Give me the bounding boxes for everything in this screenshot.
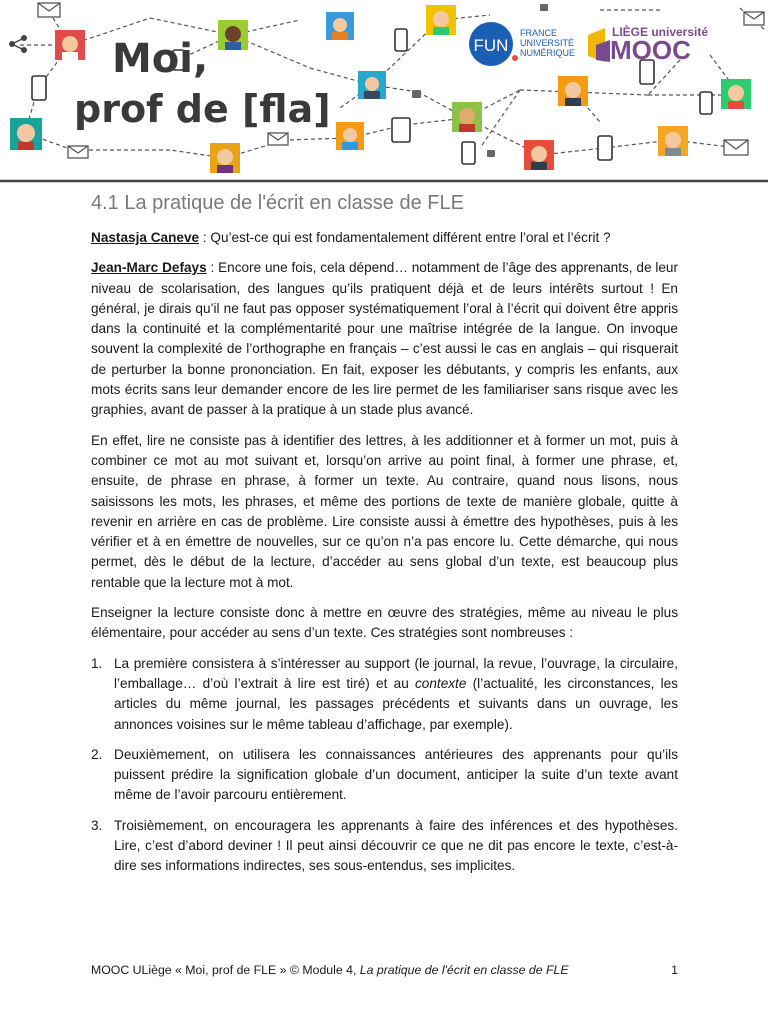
dialogue-question (91, 228, 678, 248)
list-text: Deuxièmement, on utilisera les connaissances antérieures des apprenants pour qu’ils puissent prédire la signification globale d’un document, anticiper la suite d’un texte avant même de l’avoir parcouru entièrement. (114, 746, 678, 803)
speaker-name: Nastasja Caneve (91, 230, 200, 245)
list-number: 2. (91, 746, 103, 762)
liege-line1: LIÈGE université (612, 25, 709, 39)
list-emphasis: contexte (415, 675, 467, 691)
dialogue-answer (91, 258, 678, 420)
footer-text: MOOC ULiège « Moi, prof de FLE » © Module 4, (91, 963, 360, 977)
liege-line2: MOOC (610, 35, 691, 65)
network-illustration (0, 0, 768, 183)
page-footer (91, 963, 678, 977)
strategy-list (91, 654, 678, 877)
list-number: 3. (91, 817, 103, 833)
section-title: 4.1 La pratique de l'écrit en classe de FLE (91, 192, 464, 214)
document-body (91, 190, 678, 887)
course-logo-line2: prof de [fla] (74, 87, 331, 131)
course-logo (74, 36, 331, 131)
dialogue-text: : Qu’est-ce qui est fondamentalement différent entre l’oral et l’écrit ? (199, 230, 611, 245)
list-number: 1. (91, 655, 103, 671)
list-text: La première consistera à s’intéresser au support (le journal, la revue, l’ouvrage, la circulaire, l’emballage… d’où l’extrait à lire est tiré) et au (114, 655, 678, 691)
footer-module-title: La pratique de l'écrit en classe de FLE (359, 963, 569, 977)
list-item (91, 816, 678, 877)
liege-mooc-logo (588, 24, 708, 65)
fun-badge-text: FUN (473, 36, 509, 55)
list-item (91, 654, 678, 735)
fun-name: FRANCE UNIVERSITÉ NUMÉRIQUE (520, 28, 576, 58)
course-logo-line1: Moi, (112, 36, 209, 82)
list-text-end: (l’actualité, les circonstances, les articles du même journal, les passages précédents et suivants dans un ouvrage, les annonces voisines sur le même tableau d’affichage, par exemple). (114, 675, 678, 732)
dialogue-text: : Encore une fois, cela dépend… notamment de l’âge des apprenants, de leur niveau de scolarisation, des langues qu’ils pratiquent déjà et de leurs intérêts surtout ! En général, je dirais qu’il ne faut pas opposer systématiquement l’oral à l’écrit qui doivent être appris dans la continuité et la complémentarité pour une maîtrise intégrée de la langue. On invoque souvent la complexité de l’orthographe en français – c’est aussi le cas en anglais – qui risquerait de perturber la bonne prononciation. En fait, exposer les débutants, y compris les enfants, aux mots écrits sans leur demander encore de les lire permet de les familiariser sans risque avec les graphies, avant de passer à la pratique à un stade plus avancé. (91, 260, 679, 418)
list-text: Troisièmement, on encouragera les apprenants à faire des inférences et des hypothèses. Lire, c’est d’abord deviner ! Il peut ainsi découvrir ce que ne dit pas encore le texte, c’est-à-dire ses informations indirectes, ses sous-entendus, ses implicites. (114, 817, 678, 874)
paragraph: Enseigner la lecture consiste donc à mettre en œuvre des stratégies, même au niveau le plus élémentaire, pour accéder au sens d’un texte. Ces stratégies sont nombreuses : (91, 605, 678, 641)
list-item (91, 745, 678, 806)
page-number: 1 (671, 963, 678, 977)
header-banner (0, 0, 768, 183)
speaker-name: Jean-Marc Defays (91, 260, 207, 276)
fun-logo (469, 22, 580, 68)
paragraph: En effet, lire ne consiste pas à identifier des lettres, à les additionner et à former un mot, puis à combiner ce mot au mot suivant et, lorsqu’on arrive au point final, à former une phrase, et, ensuite, de phrase en phrase, à former un texte. Au contraire, quand nous lisons, nous saisissons les mots, les phrases, et même des portions de texte de manière globale, quitte à revenir en arrière en cas de problème. Lire consiste aussi à émettre des hypothèses, puis à les vérifier et à en émettre de nouvelles, sur ce qu’on n’a pas encore lu. Cette démarche, qui nous permet, dès le début de la lecture, d’accéder au sens global d’un texte, est beaucoup plus rentable que la lecture mot à mot. (91, 432, 678, 590)
share-icon (9, 35, 27, 53)
